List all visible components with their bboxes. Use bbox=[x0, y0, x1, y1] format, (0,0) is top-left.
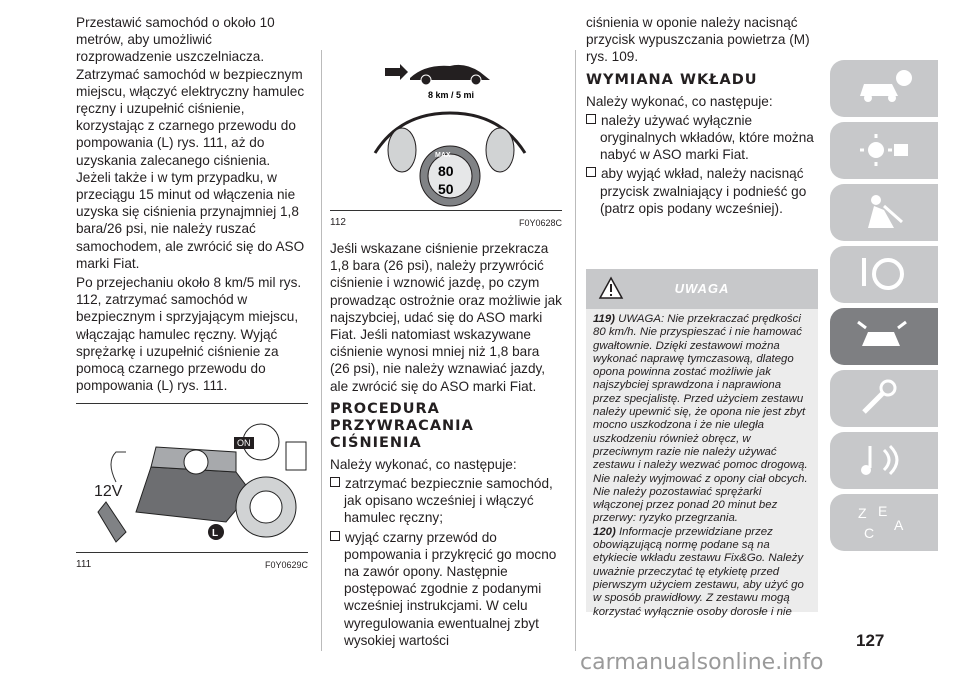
column-3 bbox=[586, 14, 818, 219]
paragraph: ciśnienia w oponie należy nacisnąć przycisk wypuszczania powietrza (M) rys. 109. bbox=[586, 15, 810, 65]
bullet-box-icon bbox=[330, 531, 340, 541]
column-divider bbox=[321, 50, 322, 651]
bullet-box-icon bbox=[330, 477, 340, 487]
figure-code: F0Y0628C bbox=[518, 218, 562, 228]
label-on: ON bbox=[237, 438, 251, 448]
car-info-icon bbox=[854, 68, 914, 108]
warning-box bbox=[586, 269, 818, 618]
bullet-item: zatrzymać bezpiecznie samochód, jak opisano wcześniej i włączyć hamulec ręczny; bbox=[330, 475, 562, 527]
svg-text:C: C bbox=[864, 525, 875, 541]
speed-label: 8 km / 5 mi bbox=[428, 90, 475, 100]
figure-number: 112 bbox=[330, 217, 346, 228]
tab-maintenance[interactable] bbox=[830, 370, 938, 427]
paragraph: Należy wykonać, co następuje: bbox=[586, 93, 773, 109]
page-number: 127 bbox=[856, 631, 885, 650]
breakdown-icon bbox=[854, 316, 914, 356]
label-l: L bbox=[212, 528, 219, 539]
tab-multimedia[interactable] bbox=[830, 432, 938, 489]
figure-code: F0Y0629C bbox=[264, 560, 308, 570]
gauge-max: MAX bbox=[435, 152, 451, 159]
column-1 bbox=[76, 14, 308, 396]
airbag-seat-icon bbox=[854, 192, 914, 232]
gauge-80: 80 bbox=[438, 163, 454, 179]
bullet-item: aby wyjąć wkład, należy nacisnąć przycisk zwalniający i podnieść go (patrz opis podany wcześniej). bbox=[586, 165, 818, 217]
section-heading: PROCEDURA PRZYWRACANIA CIŚNIENIA bbox=[330, 400, 474, 451]
steering-key-icon bbox=[854, 254, 914, 294]
tab-dashboard-lights[interactable] bbox=[830, 122, 938, 179]
watermark: carmanualsonline.info bbox=[580, 650, 824, 675]
tab-index[interactable] bbox=[830, 494, 938, 551]
figure-111 bbox=[76, 412, 308, 570]
compressor-illustration bbox=[76, 412, 308, 552]
svg-text:Z: Z bbox=[858, 505, 867, 521]
figure-112 bbox=[330, 58, 562, 228]
paragraph: Należy wykonać, co następuje: bbox=[330, 456, 517, 472]
svg-text:A: A bbox=[894, 517, 904, 533]
warning-header bbox=[586, 269, 818, 309]
wrench-service-icon bbox=[854, 378, 914, 418]
note-number: 119) bbox=[593, 313, 615, 325]
bullet-box-icon bbox=[586, 167, 596, 177]
note-number: 120) bbox=[593, 525, 616, 538]
warning-body bbox=[586, 309, 818, 623]
chapter-tabs bbox=[830, 60, 938, 556]
paragraph: Jeśli wskazane ciśnienie przekracza 1,8 bara (26 psi), należy przywrócić ciśnienie i wznowić jazdę, po czym prowadząc ostrożnie oraz możliwie jak najszybciej, udać się do ASO marki Fiat. Jeśli natomiast wskazywane ciśnienie wynosi mniej niż 1,8 bara (26 psi), nie należy wznawiać jazdy, ale zwrócić się do ASO marki Fiat. bbox=[330, 241, 562, 394]
bullet-item: wyjąć czarny przewód do pompowania i przykręcić go mocno na zawór opony. Następnie postępować zgodnie z podanymi wcześniej instrukcjami. W celu wyregulowania ewentualnej zbyt wysokiej wartości bbox=[330, 529, 562, 649]
gauge-50: 50 bbox=[438, 181, 454, 197]
media-icon bbox=[854, 440, 914, 480]
figure-number: 111 bbox=[76, 559, 92, 570]
bullet-box-icon bbox=[586, 114, 596, 124]
label-12v: 12V bbox=[94, 483, 123, 500]
figure-top-rule bbox=[76, 403, 308, 404]
paragraph: Po przejechaniu około 8 km/5 mil rys. 112, zatrzymać samochód w bezpiecznym i sprzyjającym miejscu, włączając hamulec ręczny. Wyjąć sprężarkę i uzupełnić ciśnienie za pomocą czarnego przewodu do pompowania (L) rys. 111. bbox=[76, 275, 302, 394]
gauge-illustration bbox=[330, 58, 562, 210]
index-icon bbox=[854, 502, 914, 542]
warning-title: UWAGA bbox=[674, 281, 730, 296]
warning-note: 119) UWAGA: Nie przekraczać prędkości 80 km/h. Nie przyspieszać i nie hamować gwałtownie. Dzięki zestawowi można wykonać naprawę tymczasową, dlatego opona powinna zostać możliwie jak najszybciej sprawdzona i naprawiona przez specjalistę. Przed użyciem zestawu należy upewnić się, że opona nie jest zbyt mocno uszkodzona i że nie uległa uszkodzeniu również obręcz, w przeciwnym razie nie należy używać zestawu i należy wezwać pomoc drogową. Nie należy wyjmować z opony ciał obcych. Nie należy pozostawiać sprężarki włączonej przez ponad 20 minut bez przerwy: ryzyko przegrzania. bbox=[593, 313, 808, 525]
tab-driving[interactable] bbox=[830, 246, 938, 303]
tab-emergency[interactable] bbox=[830, 308, 938, 365]
tab-safety[interactable] bbox=[830, 184, 938, 241]
column-divider bbox=[575, 50, 576, 651]
paragraph: Przestawić samochód o około 10 metrów, aby umożliwić rozprowadzenie uszczelniacza. Zatrzymać samochód w bezpiecznym miejscu, włączyć elektryczny hamulec ręczny i uzupełnić ciśnienie, korzystając z czarnego przewodu do pompowania (L) rys. 111, aż do uzyskania zalecanego ciśnienia. Jeżeli także i w tym przypadku, w przeciągu 15 minut od włączenia nie uzyska się ciśnienia przynajmniej 1,8 bara/26 psi, nie należy ruszać samochodem, ale zwrócić się do ASO marki Fiat. bbox=[76, 15, 305, 271]
section-heading: WYMIANA WKŁADU bbox=[586, 71, 758, 88]
warning-note: 120) Informacje przewidziane przez obowiązującą normę podane są na etykiecie wkładu zestawu Fix&Go. Należy uważnie przeczytać tę etykietę przed pierwszym użyciem zestawu, aby użyć go w sposób prawidłowy. Z zestawu mogą korzystać wyłącznie osoby dorosłe i nie bbox=[593, 525, 804, 618]
bullet-item: należy używać wyłącznie oryginalnych wkładów, które można nabyć w ASO marki Fiat. bbox=[586, 112, 818, 164]
svg-text:E: E bbox=[878, 503, 888, 519]
dashboard-lights-icon bbox=[854, 130, 914, 170]
tab-car-info[interactable] bbox=[830, 60, 938, 117]
column-2 bbox=[330, 240, 562, 651]
